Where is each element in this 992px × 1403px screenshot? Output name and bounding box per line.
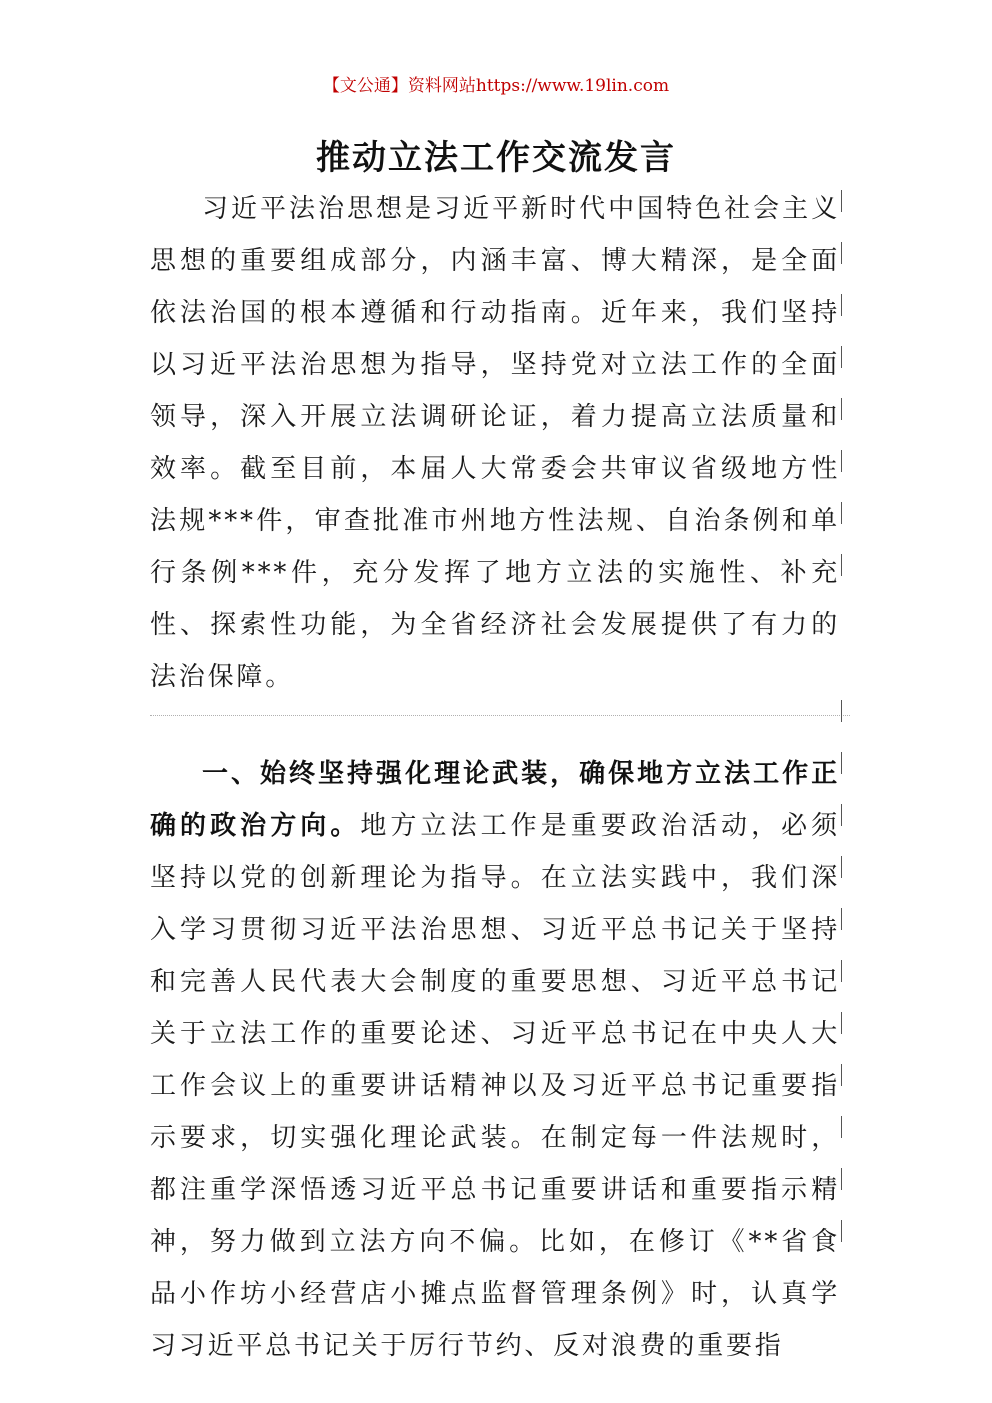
section-1-heading: 一、始终坚持强化理论武装，确保地方立法工作正确的政治方向。 [150,759,840,841]
line-end-marker [841,502,842,524]
line-end-marker [841,856,842,878]
watermark-header: 【文公通】资料网站https://www.19lin.com [322,76,670,96]
line-end-marker [841,700,842,722]
line-end-marker [841,554,842,576]
line-end-marker [841,398,842,420]
line-end-marker [841,450,842,472]
document-body [150,183,840,1372]
document-title: 推动立法工作交流发言 [316,138,676,178]
paragraph-separator [150,715,850,716]
line-end-marker [841,960,842,982]
line-end-marker [841,752,842,774]
line-end-marker [841,294,842,316]
line-end-marker [841,1168,842,1190]
line-end-marker [841,190,842,212]
section-1-body: 地方立法工作是重要政治活动，必须坚持以党的创新理论为指导。在立法实践中，我们深入学习贯彻习近平法治思想、习近平总书记关于坚持和完善人民代表大会制度的重要思想、习近平总书记关于立法工作的重要论述、习近平总书记在中央人大工作会议上的重要讲话精神以及习近平总书记重要指示要求，切实强化理论武装。在制定每一件法规时，都注重学深悟透习近平总书记重要讲话和重要指示精神，努力做到立法方向不偏。比如，在修订《**省食品小作坊小经营店小摊点监督管理条例》时，认真学习习近平总书记关于厉行节约、反对浪费的重要指 [150,811,840,1361]
line-end-marker [841,908,842,930]
line-end-marker [841,1116,842,1138]
line-end-marker [841,1220,842,1242]
line-end-marker [841,242,842,264]
line-end-marker [841,1064,842,1086]
line-end-markers [841,190,871,1270]
section-1-paragraph [150,748,840,1372]
line-end-marker [841,804,842,826]
line-end-marker [841,1012,842,1034]
intro-paragraph: 习近平法治思想是习近平新时代中国特色社会主义思想的重要组成部分，内涵丰富、博大精深，是全面依法治国的根本遵循和行动指南。近年来，我们坚持以习近平法治思想为指导，坚持党对立法工作的全面领导，深入开展立法调研论证，着力提高立法质量和效率。截至目前，本届人大常委会共审议省级地方性法规***件，审查批准市州地方性法规、自治条例和单行条例***件，充分发挥了地方立法的实施性、补充性、探索性功能，为全省经济社会发展提供了有力的法治保障。 [150,194,840,692]
line-end-marker [841,346,842,368]
